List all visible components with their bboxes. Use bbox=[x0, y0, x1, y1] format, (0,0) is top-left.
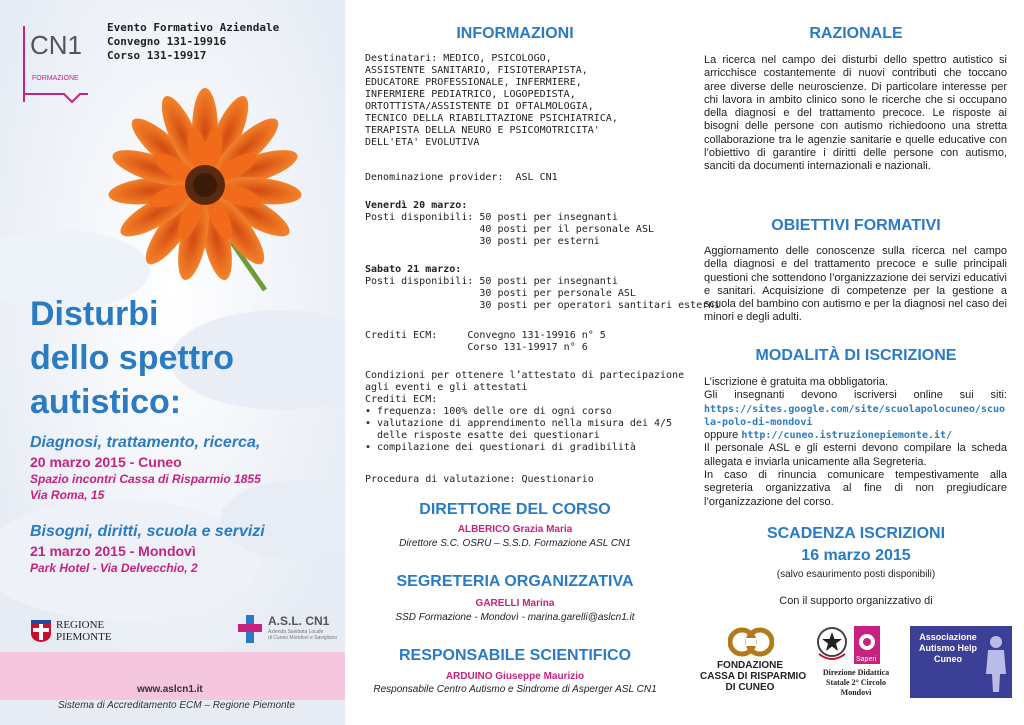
session1-place: Spazio incontri Cassa di Risparmio 1855 bbox=[30, 472, 261, 486]
event-info bbox=[107, 21, 279, 63]
session2-heading: Bisogni, diritti, scuola e servizi bbox=[30, 523, 265, 540]
responsabile-heading: RESPONSABILE SCIENTIFICO bbox=[398, 647, 632, 664]
obiettivi-text: Aggiornamento delle conoscenze sulla ricerca nel campo della diagnosi e del trattamento precoce e sulle principali questioni che sottendono l’organizzazione dei servizi educativi e sanitari. Acquisizione di competenze per la gestione a scuola del bambino con autismo e per la diagnosi nel caso dei minori e degli adulti. bbox=[704, 245, 1007, 324]
autismo-help-logo bbox=[910, 626, 1012, 698]
cn1-formazione-logo bbox=[20, 22, 90, 108]
formazione-text: FORMAZIONE bbox=[32, 75, 79, 82]
iscrizione-link-2[interactable]: http://cuneo.istruzionepiemonte.it/ bbox=[741, 430, 953, 442]
modalita-block bbox=[704, 376, 1007, 509]
modalita-text-3: oppure bbox=[704, 429, 739, 442]
cover-panel bbox=[0, 0, 345, 725]
session1-date: 20 marzo 2015 - Cuneo bbox=[30, 454, 182, 470]
obiettivi-heading: OBIETTIVI FORMATIVI bbox=[771, 217, 941, 234]
page-title bbox=[30, 292, 234, 424]
info-provider: Denominazione provider: ASL CN1 bbox=[365, 172, 558, 183]
asl-sub2: di Cuneo Mondovì e Savigliano bbox=[268, 635, 338, 641]
info-heading: INFORMAZIONI bbox=[456, 25, 574, 42]
support-text: Con il supporto organizzativo di bbox=[779, 595, 933, 607]
title-line-3: autistico: bbox=[30, 383, 182, 421]
event-type: Evento Formativo Aziendale bbox=[107, 21, 280, 34]
segreteria-heading: SEGRETERIA ORGANIZZATIVA bbox=[396, 573, 634, 590]
direzione-didattica-logo bbox=[808, 624, 904, 700]
asl-sub: Azienda Sanitaria Locale bbox=[268, 629, 324, 635]
direzione-label: Direzione Didattica Statale 2° Circolo Mondovì bbox=[822, 668, 890, 697]
info-day2: Sabato 21 marzo: bbox=[365, 264, 462, 275]
scadenza-heading: SCADENZA ISCRIZIONI bbox=[766, 525, 946, 542]
associazione-label: Associazione Autismo Help Cuneo bbox=[918, 632, 977, 664]
direttore-role: Direttore S.C. OSRU – S.S.D. Formazione ASL CN1 bbox=[399, 538, 631, 549]
info-procedura: Procedura di valutazione: Questionario bbox=[365, 474, 594, 485]
regione-piemonte-logo bbox=[30, 617, 120, 645]
regione-label-1: REGIONE bbox=[56, 619, 105, 631]
cn1-brand-text: CN1 bbox=[30, 30, 83, 60]
fondazione-label: FONDAZIONE CASSA DI RISPARMIO DI CUNEO bbox=[700, 660, 807, 693]
session1-address: Via Roma, 15 bbox=[30, 488, 105, 502]
segreteria-role: SSD Formazione - Mondovì - marina.garelli@aslcn1.it bbox=[395, 612, 635, 623]
asl-cn1-logo bbox=[238, 613, 338, 653]
direttore-heading: DIRETTORE DEL CORSO bbox=[419, 501, 611, 518]
scadenza-note: (salvo esaurimento posti disponibili) bbox=[776, 569, 936, 580]
modalita-text-2: Gli insegnanti devono iscriversi online sui siti: bbox=[704, 389, 1007, 402]
info-condizioni: Condizioni per ottenere l’attestato di partecipazione agli eventi e gli attestati Crediti ECM: • frequenza: 100% delle ore di ogni corso • valutazione di apprendimento nella misura dei 4/5 delle risposte esatte dei questionari • compilazione dei questionari di gradibilità bbox=[365, 370, 685, 453]
responsabile-role: Responsabile Centro Autismo e Sindrome di Asperger ASL CN1 bbox=[373, 684, 657, 695]
info-posti1: Posti disponibili: 50 posti per insegnanti 40 posti per il personale ASL 30 posti per esterni bbox=[365, 212, 654, 247]
razionale-heading: RAZIONALE bbox=[809, 25, 903, 42]
info-ecm: Crediti ECM: Convegno 131-19916 n° 5 Corso 131-19917 n° 6 bbox=[365, 330, 606, 353]
scadenza-date: 16 marzo 2015 bbox=[801, 547, 911, 564]
crc-monogram-icon bbox=[728, 624, 774, 660]
italian-emblem-icon bbox=[816, 624, 848, 664]
session2-place: Park Hotel - Via Delvecchio, 2 bbox=[30, 561, 198, 575]
segreteria-name: GARELLI Marina bbox=[475, 598, 555, 609]
info-day1: Venerdì 20 marzo: bbox=[365, 200, 468, 211]
website-link[interactable]: www.aslcn1.it bbox=[137, 684, 203, 695]
regione-label-2: PIEMONTE bbox=[56, 631, 112, 643]
event-convegno-code: Convegno 131-19916 bbox=[107, 35, 227, 48]
razionale-text: La ricerca nel campo dei disturbi dello spettro autistico si arricchisce costantemente di nuovi contributi che toccano aree diverse delle neuroscienze. Di particolare interesse per chi lavora in ambito clinico sono le ricerche che si occupano della diagnosi e del trattamento precoce. Le risposte ai bisogni delle persone con autismo richiedoono una stretta collaborazione tra le agenzie sanitarie e quelle educative con l’obiettivo di garantire i diritti delle persone con autismo, sanciti da documenti internazionali e nazionali. bbox=[704, 54, 1007, 173]
direttore-name: ALBERICO Grazia Maria bbox=[457, 524, 573, 535]
child-figure-icon bbox=[982, 634, 1010, 694]
title-line-2: dello spettro bbox=[30, 339, 235, 377]
modalita-link2-row bbox=[704, 429, 1007, 442]
title-line-1: Disturbi bbox=[30, 295, 159, 333]
modalita-text-4: Il personale ASL e gli esterni devono compilare la scheda allegata e inviarla unicamente alla Segreteria. bbox=[704, 442, 1007, 468]
regione-shield-icon bbox=[30, 619, 52, 643]
event-corso-code: Corso 131-19917 bbox=[107, 49, 207, 62]
session2-date: 21 marzo 2015 - Mondovì bbox=[30, 543, 196, 559]
saperi-logo-icon bbox=[854, 626, 880, 664]
asl-label: A.S.L. CN1 bbox=[268, 614, 330, 628]
session1-heading: Diagnosi, trattamento, ricerca, bbox=[30, 434, 261, 451]
responsabile-name: ARDUINO Giuseppe Maurizio bbox=[445, 671, 585, 682]
saperi-text: Saperi bbox=[856, 656, 877, 663]
iscrizione-link-1[interactable]: https://sites.google.com/site/scuolapolocuneo/scuola-polo-di-mondovi bbox=[704, 403, 1006, 428]
modalita-text-5: In caso di rinuncia comunicare tempestivamente alla segreteria organizzativa al fine di non pregiudicare l’organizzazione del corso. bbox=[704, 469, 1007, 508]
info-destinatari: Destinatari: MEDICO, PSICOLOGO, ASSISTENTE SANITARIO, FISIOTERAPISTA, EDUCATORE PROFESSIONALE, INFERMIERE, INFERMIERE PEDIATRICO, LOGOPEDISTA, ORTOTTISTA/ASSISTENTE DI OFTALMOLOGIA, TECNICO DELLA RIABILITAZIONE PSICHIATRICA, TERAPISTA DELLA NEURO E PSICOMOTRICITA' DELL'ETA' EVOLUTIVA bbox=[365, 53, 618, 148]
modalita-text-1: L’iscrizione è gratuita ma obbligatoria. bbox=[704, 376, 889, 388]
fondazione-crc-logo bbox=[700, 622, 807, 700]
asl-cross-icon bbox=[238, 613, 264, 647]
modalita-heading: MODALITÀ DI ISCRIZIONE bbox=[755, 347, 957, 364]
accreditation-text: Sistema di Accreditamento ECM – Regione Piemonte bbox=[58, 700, 295, 711]
info-posti2: Posti disponibili: 50 posti per insegnanti 30 posti per personale ASL 30 posti per operatori santitari esterni bbox=[365, 276, 721, 311]
